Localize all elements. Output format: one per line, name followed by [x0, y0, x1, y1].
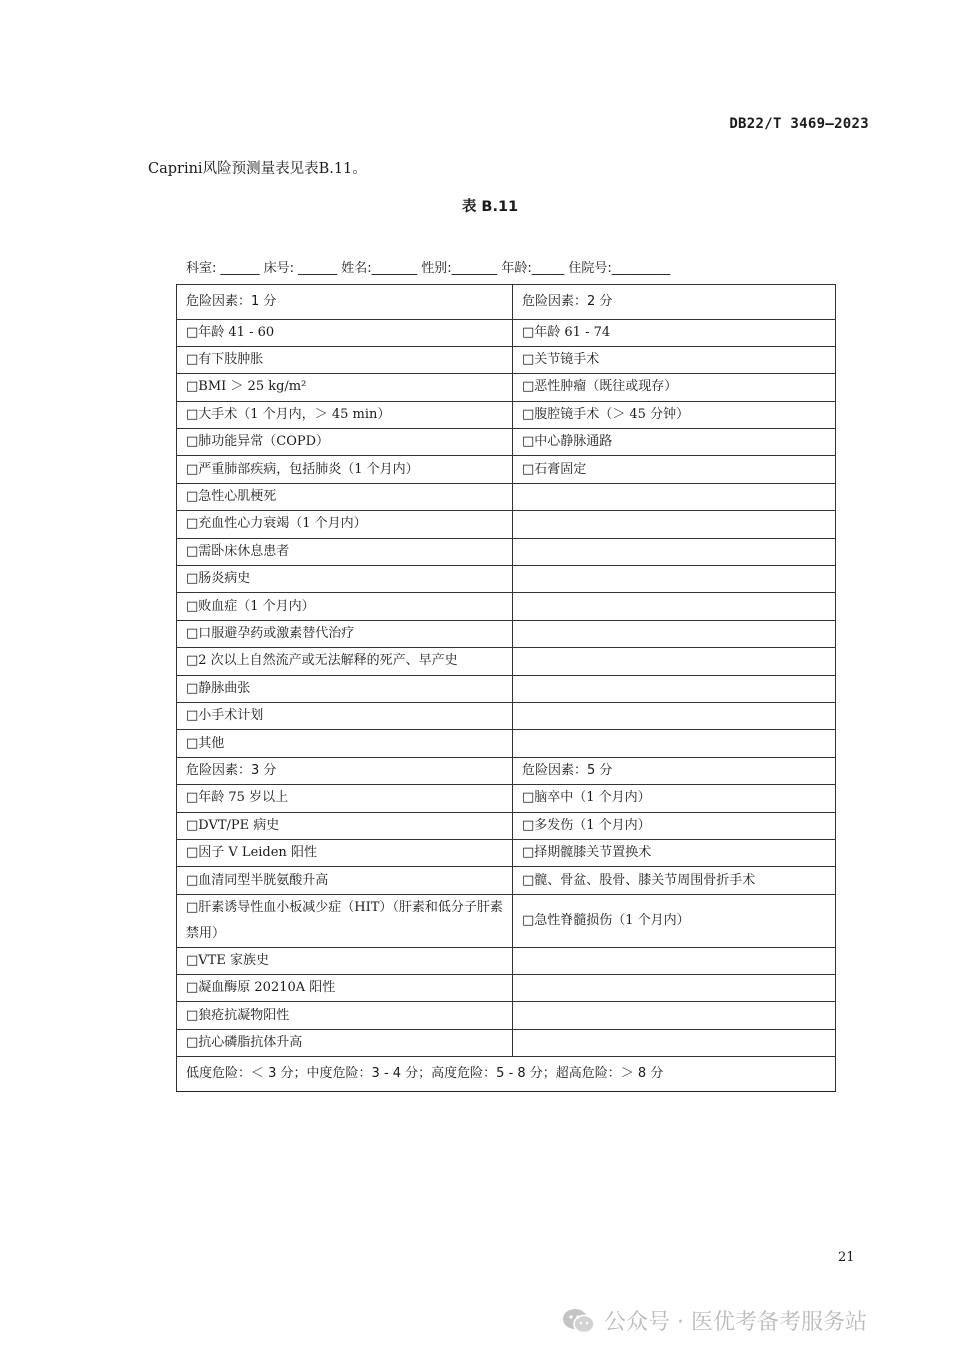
table-row — [177, 346, 836, 373]
risk-factor-right: □年龄 61 - 74 — [513, 319, 836, 346]
risk-factor-right — [513, 620, 836, 647]
table-row — [177, 1029, 836, 1056]
table-row — [177, 975, 836, 1002]
risk-factor-right: □多发伤（1 个月内） — [513, 812, 836, 839]
risk-factor-right — [513, 511, 836, 538]
risk-factor-left: □严重肺部疾病，包括肺炎（1 个月内） — [177, 456, 513, 483]
risk-level-row — [177, 1057, 836, 1092]
page-number: 21 — [838, 1250, 855, 1265]
risk-factor-left: □口服避孕药或激素替代治疗 — [177, 620, 513, 647]
risk-factor-right: □脑卒中（1 个月内） — [513, 785, 836, 812]
table-row — [177, 839, 836, 866]
watermark-text: 公众号 · 医优考备考服务站 — [604, 1310, 867, 1335]
caprini-risk-table — [176, 284, 836, 1092]
patient-info-line: 科室: ______ 床号: ______ 姓名:_______ 性别:_______ 年龄:_____ 住院号:_________ — [186, 261, 671, 276]
table-title: 表 B.11 — [461, 199, 519, 215]
intro-text: Caprini风险预测量表见表B.11。 — [148, 161, 367, 177]
risk-factor-left: □2 次以上自然流产或无法解释的死产、早产史 — [177, 648, 513, 675]
risk-factor-left: □肝素诱导性血小板减少症（HIT）（肝素和低分子肝素禁用） — [177, 894, 513, 947]
table-row — [177, 456, 836, 483]
section-header-cell: 危险因素：3 分 — [177, 757, 513, 784]
risk-factor-left: □DVT/PE 病史 — [177, 812, 513, 839]
risk-factor-right — [513, 566, 836, 593]
risk-factor-right — [513, 947, 836, 974]
risk-factor-left: □大手术（1 个月内，＞ 45 min） — [177, 401, 513, 428]
risk-factor-right: □急性脊髓损伤（1 个月内） — [513, 894, 836, 947]
table-row — [177, 593, 836, 620]
risk-factor-left: □其他 — [177, 730, 513, 757]
risk-factor-left: □充血性心力衰竭（1 个月内） — [177, 511, 513, 538]
risk-factor-right — [513, 730, 836, 757]
risk-factor-left: □败血症（1 个月内） — [177, 593, 513, 620]
table-row — [177, 401, 836, 428]
table-row — [177, 894, 836, 947]
table-row — [177, 1002, 836, 1029]
risk-factor-right — [513, 1029, 836, 1056]
risk-factor-right — [513, 648, 836, 675]
table-row — [177, 648, 836, 675]
risk-factor-left: □因子 V Leiden 阳性 — [177, 839, 513, 866]
table-row — [177, 947, 836, 974]
risk-factor-right — [513, 702, 836, 729]
section-header-cell: 危险因素：5 分 — [513, 757, 836, 784]
watermark — [562, 1305, 867, 1336]
risk-factor-left: □肺功能异常（COPD） — [177, 429, 513, 456]
risk-factor-right: □石膏固定 — [513, 456, 836, 483]
table-row — [177, 566, 836, 593]
risk-factor-right — [513, 538, 836, 565]
table-row — [177, 675, 836, 702]
risk-factor-left: □VTE 家族史 — [177, 947, 513, 974]
risk-factor-left: □肠炎病史 — [177, 566, 513, 593]
risk-factor-right — [513, 1002, 836, 1029]
table-row — [177, 538, 836, 565]
risk-factor-right: □关节镜手术 — [513, 346, 836, 373]
table-row — [177, 702, 836, 729]
risk-factor-right: □择期髋膝关节置换术 — [513, 839, 836, 866]
table-row — [177, 812, 836, 839]
risk-factor-right — [513, 675, 836, 702]
risk-factor-left: □有下肢肿胀 — [177, 346, 513, 373]
risk-factor-right: □髋、骨盆、股骨、膝关节周围骨折手术 — [513, 867, 836, 894]
table-row — [177, 429, 836, 456]
document-code: DB22/T 3469—2023 — [729, 116, 869, 132]
risk-level-note: 低度危险：＜ 3 分；中度危险：3 - 4 分；高度危险：5 - 8 分；超高危险：＞ 8 分 — [177, 1057, 836, 1092]
risk-factor-left: □需卧床休息患者 — [177, 538, 513, 565]
table-row — [177, 620, 836, 647]
risk-factor-left: □小手术计划 — [177, 702, 513, 729]
risk-factor-left: □血清同型半胱氨酸升高 — [177, 867, 513, 894]
risk-factor-left: □年龄 75 岁以上 — [177, 785, 513, 812]
section-header-cell: 危险因素：2 分 — [513, 285, 836, 320]
section-header-cell: 危险因素：1 分 — [177, 285, 513, 320]
risk-factor-right: □腹腔镜手术（＞ 45 分钟） — [513, 401, 836, 428]
section-header-row — [177, 757, 836, 784]
risk-factor-left: □狼疮抗凝物阳性 — [177, 1002, 513, 1029]
table-row — [177, 511, 836, 538]
risk-factor-right — [513, 483, 836, 510]
table-row — [177, 730, 836, 757]
table-row — [177, 785, 836, 812]
risk-factor-left: □静脉曲张 — [177, 675, 513, 702]
risk-factor-left: □抗心磷脂抗体升高 — [177, 1029, 513, 1056]
table-row — [177, 319, 836, 346]
risk-factor-left: □凝血酶原 20210A 阳性 — [177, 975, 513, 1002]
risk-factor-left: □年龄 41 - 60 — [177, 319, 513, 346]
wechat-logo-icon — [562, 1307, 596, 1335]
risk-factor-right: □恶性肿瘤（既往或现存） — [513, 374, 836, 401]
risk-factor-left: □BMI ＞ 25 kg/m² — [177, 374, 513, 401]
table-row — [177, 374, 836, 401]
risk-factor-right — [513, 593, 836, 620]
section-header-row — [177, 285, 836, 320]
risk-factor-left: □急性心肌梗死 — [177, 483, 513, 510]
risk-factor-right: □中心静脉通路 — [513, 429, 836, 456]
risk-factor-right — [513, 975, 836, 1002]
table-row — [177, 483, 836, 510]
table-row — [177, 867, 836, 894]
